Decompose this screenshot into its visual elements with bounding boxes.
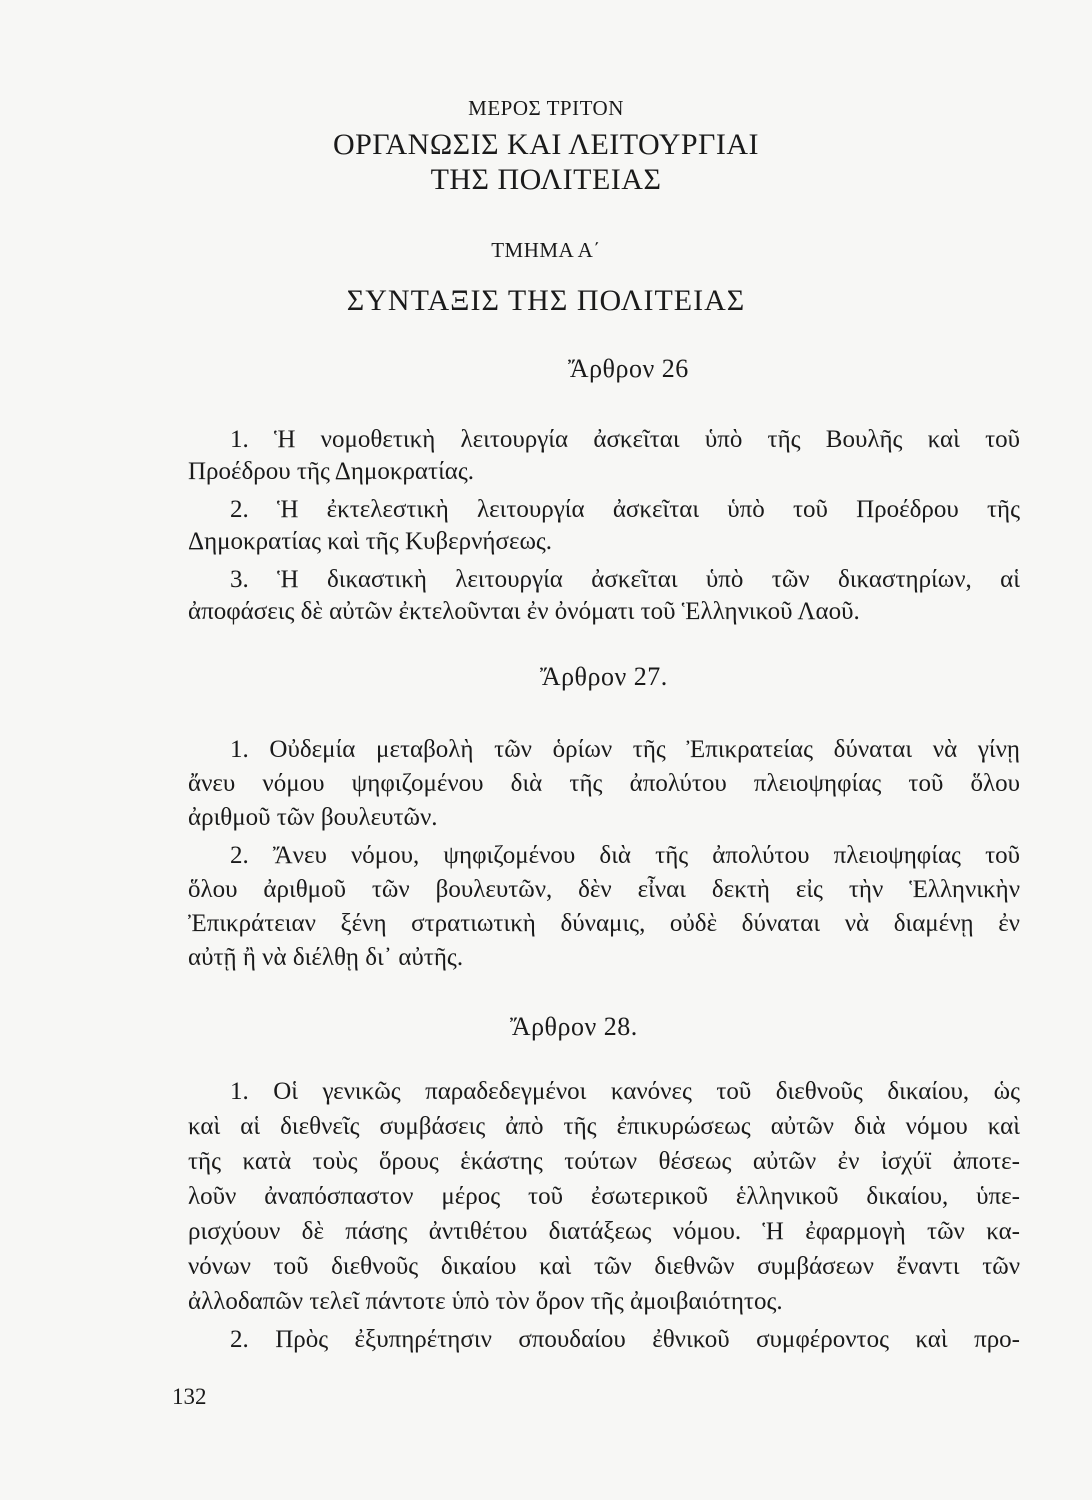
- article-27-line: αὐτῇ ἢ νὰ διέλθῃ δι᾽ αὐτῆς.: [188, 944, 464, 971]
- article-28-line: 2. Πρὸς ἐξυπηρέτησιν σπουδαίου ἐθνικοῦ συμφέροντος καὶ προ-: [230, 1326, 1020, 1353]
- article-28-heading: Ἄρθρον 28.: [510, 1012, 638, 1041]
- part-title-line-1: ΟΡΓΑΝΩΣΙΣ ΚΑΙ ΛΕΙΤΟΥΡΓΙΑΙ: [332, 128, 760, 161]
- article-27-line: Ἐπικράτειαν ξένη στρατιωτικὴ δύναμις, οὐδὲ δύναται νὰ διαμένῃ ἐν: [188, 910, 1020, 937]
- part-label: ΜΕΡΟΣ ΤΡΙΤΟΝ: [468, 96, 624, 120]
- article-27-line: 1. Οὐδεμία μεταβολὴ τῶν ὁρίων τῆς Ἐπικρατείας δύναται νὰ γίνῃ: [230, 736, 1020, 763]
- part-title-line-2: ΤΗΣ ΠΟΛΙΤΕΙΑΣ: [430, 163, 662, 196]
- article-26-line: Προέδρου τῆς Δημοκρατίας.: [188, 458, 475, 485]
- article-27-line: 2. Ἄνευ νόμου, ψηφιζομένου διὰ τῆς ἀπολύτου πλειοψηφίας τοῦ: [230, 842, 1020, 869]
- article-28-line: τῆς κατὰ τοὺς ὅρους ἑκάστης τούτων θέσεως αὐτῶν ἐν ἰσχύϊ ἀποτε-: [188, 1148, 1020, 1175]
- article-28-line: ἀλλοδαπῶν τελεῖ πάντοτε ὑπὸ τὸν ὅρον τῆς ἀμοιβαιότητος.: [188, 1288, 783, 1315]
- article-26-line: 1. Ἡ νομοθετικὴ λειτουργία ἀσκεῖται ὑπὸ τῆς Βουλῆς καὶ τοῦ: [230, 426, 1020, 453]
- article-26-line: ἀποφάσεις δὲ αὐτῶν ἐκτελοῦνται ἐν ὀνόματι τοῦ Ἑλληνικοῦ Λαοῦ.: [188, 598, 860, 625]
- page-number: 132: [172, 1384, 207, 1409]
- article-26-line: 3. Ἡ δικαστικὴ λειτουργία ἀσκεῖται ὑπὸ τῶν δικαστηρίων, αἱ: [230, 566, 1020, 593]
- article-28-line: νόνων τοῦ διεθνοῦς δικαίου καὶ τῶν διεθνῶν συμβάσεων ἔναντι τῶν: [188, 1253, 1020, 1280]
- article-28-line: ρισχύουν δὲ πάσης ἀντιθέτου διατάξεως νόμου. Ἡ ἐφαρμογὴ τῶν κα-: [188, 1218, 1020, 1245]
- article-26-heading: Ἄρθρον 26: [568, 354, 689, 383]
- article-27-line: ὅλου ἀριθμοῦ τῶν βουλευτῶν, δὲν εἶναι δεκτὴ εἰς τὴν Ἑλληνικὴν: [188, 876, 1020, 903]
- article-28-line: καὶ αἱ διεθνεῖς συμβάσεις ἀπὸ τῆς ἐπικυρώσεως αὐτῶν διὰ νόμου καὶ: [188, 1113, 1020, 1140]
- article-26-line: Δημοκρατίας καὶ τῆς Κυβερνήσεως.: [188, 528, 553, 555]
- article-26-line: 2. Ἡ ἐκτελεστικὴ λειτουργία ἀσκεῖται ὑπὸ τοῦ Προέδρου τῆς: [230, 496, 1020, 523]
- article-27-heading: Ἄρθρον 27.: [540, 662, 668, 691]
- article-27-line: ἄνευ νόμου ψηφιζομένου διὰ τῆς ἀπολύτου πλειοψηφίας τοῦ ὅλου: [188, 770, 1020, 797]
- article-28-line: 1. Οἱ γενικῶς παραδεδεγμένοι κανόνες τοῦ διεθνοῦς δικαίου, ὡς: [230, 1078, 1020, 1105]
- section-label: ΤΜΗΜΑ Α΄: [491, 238, 601, 262]
- section-title: ΣΥΝΤΑΞΙΣ ΤΗΣ ΠΟΛΙΤΕΙΑΣ: [346, 284, 746, 317]
- article-27-line: ἀριθμοῦ τῶν βουλευτῶν.: [188, 804, 438, 831]
- article-28-line: λοῦν ἀναπόσπαστον μέρος τοῦ ἐσωτερικοῦ ἑλληνικοῦ δικαίου, ὑπε-: [188, 1183, 1020, 1210]
